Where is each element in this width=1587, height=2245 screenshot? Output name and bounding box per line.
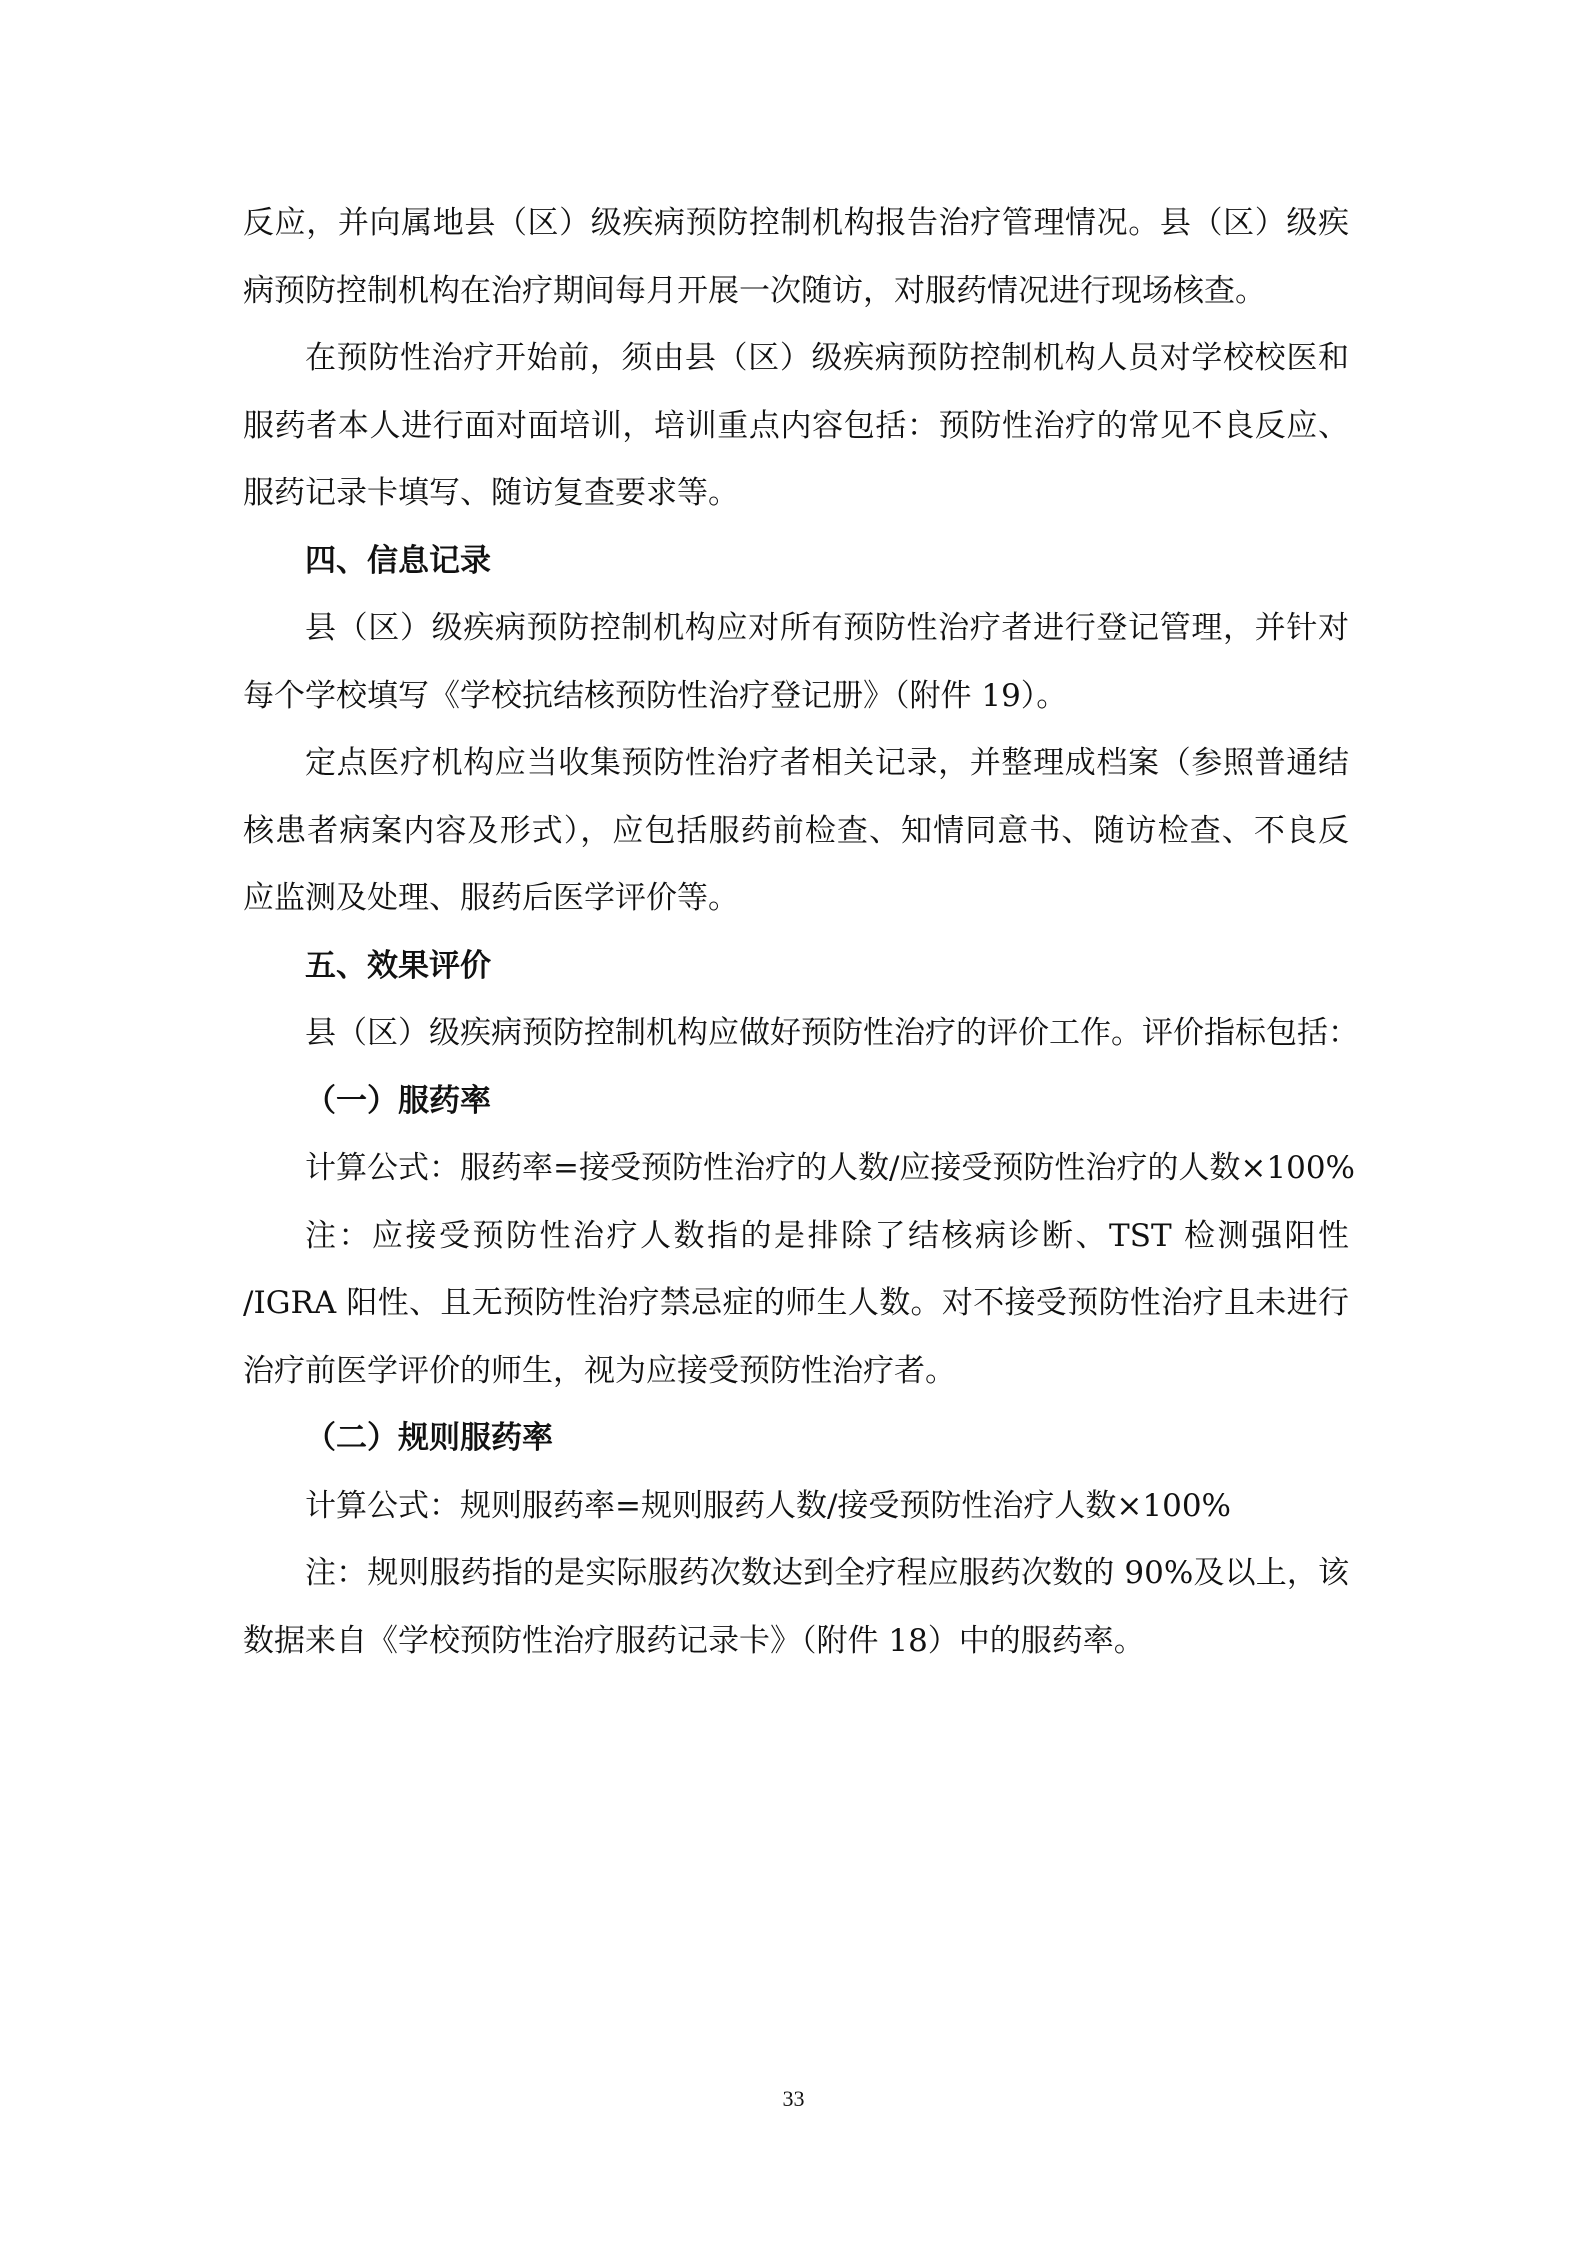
subsection-heading-medication-rate: （一）服药率: [305, 1082, 491, 1119]
text-line: 服药记录卡填写、随访复查要求等。: [243, 475, 739, 511]
section-heading-information-records: 四、信息记录: [305, 542, 491, 579]
formula-line: 计算公式：规则服药率=规则服药人数/接受预防性治疗人数×100%: [305, 1487, 1232, 1524]
formula-line: 计算公式：服药率=接受预防性治疗的人数/应接受预防性治疗的人数×100%: [305, 1150, 1356, 1186]
text-line: 反应，并向属地县（区）级疾病预防控制机构报告治疗管理情况。县（区）级疾: [243, 205, 1349, 241]
note-line: 治疗前医学评价的师生，视为应接受预防性治疗者。: [243, 1352, 956, 1389]
text-line: 定点医疗机构应当收集预防性治疗者相关记录，并整理成档案（参照普通结: [305, 745, 1349, 781]
text-line: 病预防控制机构在治疗期间每月开展一次随访，对服药情况进行现场核查。: [243, 272, 1266, 309]
note-line: 注：应接受预防性治疗人数指的是排除了结核病诊断、TST 检测强阳性: [305, 1217, 1349, 1254]
note-line: 数据来自《学校预防性治疗服药记录卡》（附件 18）中的服药率。: [243, 1622, 1145, 1659]
subsection-heading-regular-medication-rate: （二）规则服药率: [305, 1420, 553, 1456]
text-line: 服药者本人进行面对面培训，培训重点内容包括：预防性治疗的常见不良反应、: [243, 407, 1349, 444]
text-line: 每个学校填写《学校抗结核预防性治疗登记册》（附件 19）。: [243, 677, 1068, 714]
note-line: 注：规则服药指的是实际服药次数达到全疗程应服药次数的 90%及以上，该: [305, 1555, 1349, 1591]
document-body: [243, 190, 1359, 1675]
text-line: 县（区）级疾病预防控制机构应做好预防性治疗的评价工作。评价指标包括：: [305, 1015, 1359, 1051]
text-line: 应监测及处理、服药后医学评价等。: [243, 880, 739, 916]
text-line: 核患者病案内容及形式），应包括服药前检查、知情同意书、随访检查、不良反: [243, 812, 1349, 849]
page-number: 33: [782, 2086, 805, 2111]
section-heading-effect-evaluation: 五、效果评价: [305, 947, 491, 984]
text-line: 在预防性治疗开始前，须由县（区）级疾病预防控制机构人员对学校校医和: [305, 340, 1349, 376]
note-line: /IGRA 阳性、且无预防性治疗禁忌症的师生人数。对不接受预防性治疗且未进行: [243, 1285, 1349, 1321]
text-line: 县（区）级疾病预防控制机构应对所有预防性治疗者进行登记管理，并针对: [305, 610, 1349, 646]
